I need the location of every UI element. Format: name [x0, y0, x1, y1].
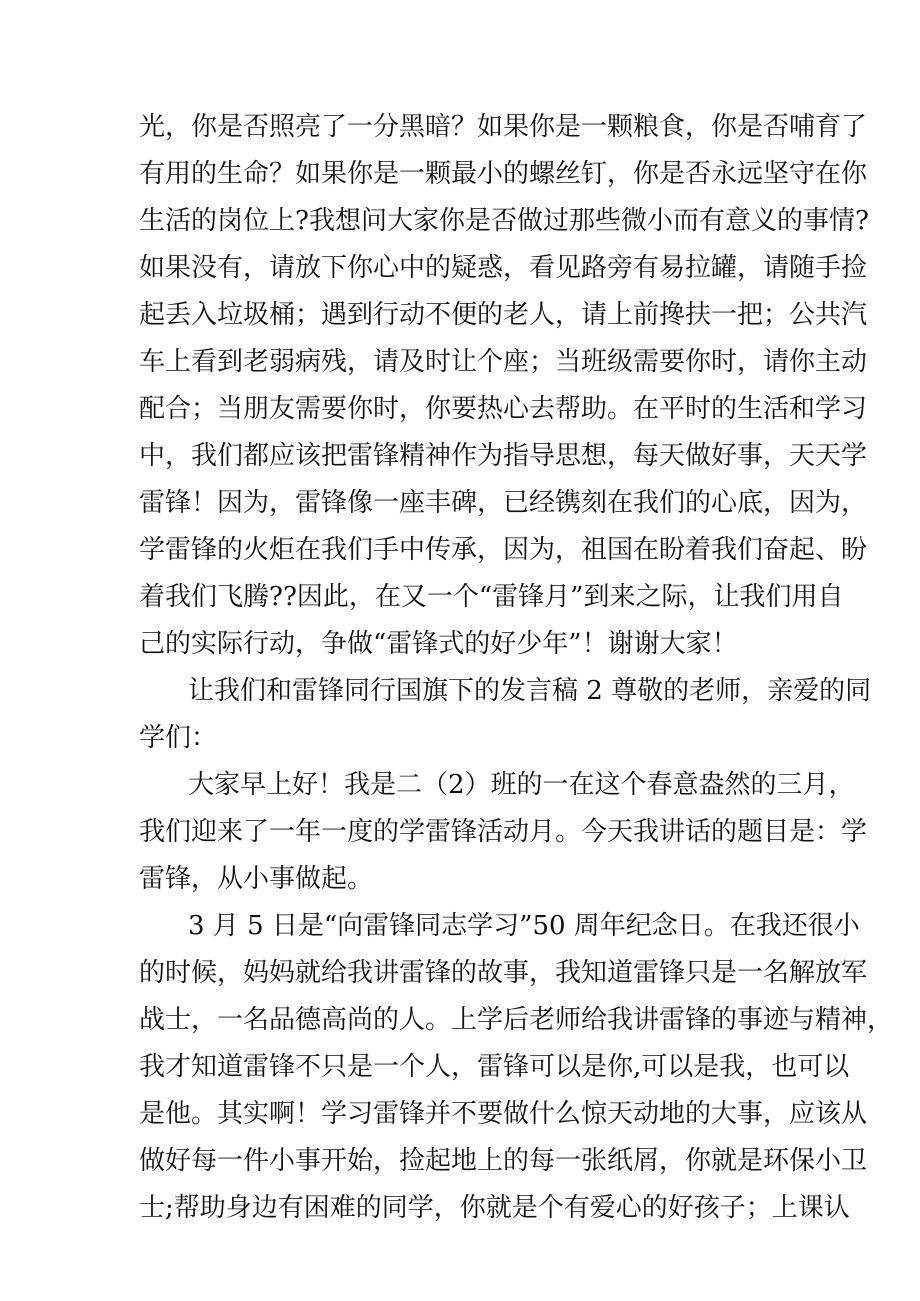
paragraph-first-line: 大家早上好！我是二（2）班的一在这个春意盎然的三月，	[188, 770, 855, 800]
text-line: 的时候，妈妈就给我讲雷锋的故事，我知道雷锋只是一名解放军	[139, 958, 868, 988]
text-line: 做好每一件小事开始，捡起地上的每一张纸屑，你就是环保小卫	[139, 1146, 868, 1176]
text-line: 中，我们都应该把雷锋精神作为指导思想，每天做好事，天天学	[139, 441, 868, 471]
paragraph-first-line: 3 月 5 日是“向雷锋同志学习”50 周年纪念日。在我还很小	[188, 911, 860, 941]
text-line: 士;帮助身边有困难的同学，你就是个有爱心的好孩子；上课认	[139, 1193, 850, 1223]
text-line: 是他。其实啊！学习雷锋并不要做什么惊天动地的大事，应该从	[139, 1099, 868, 1129]
text-line: 生活的岗位上?我想问大家你是否做过那些微小而有意义的事情?	[139, 206, 869, 236]
text-line: 我才知道雷锋不只是一个人，雷锋可以是你,可以是我，也可以	[139, 1052, 850, 1082]
text-line: 雷锋，从小事做起。	[139, 864, 374, 894]
text-line: 着我们飞腾??因此，在又一个“雷锋月”到来之际，让我们用自	[139, 582, 844, 612]
text-line: 起丢入垃圾桶；遇到行动不便的老人，请上前搀扶一把；公共汽	[139, 300, 868, 330]
text-line: 雷锋！因为，雷锋像一座丰碑，已经镌刻在我们的心底，因为，	[139, 488, 868, 518]
text-line: 学们：	[139, 723, 218, 753]
paragraph-first-line: 让我们和雷锋同行国旗下的发言稿 2 尊敬的老师，亲爱的同	[188, 676, 872, 706]
text-line: 如果没有，请放下你心中的疑惑，看见路旁有易拉罐，请随手捡	[139, 253, 868, 283]
text-line: 光，你是否照亮了一分黑暗？如果你是一颗粮食，你是否哺育了	[139, 112, 868, 142]
text-line: 战士，一名品德高尚的人。上学后老师给我讲雷锋的事迹与精神，	[139, 1005, 894, 1035]
text-line: 配合；当朋友需要你时，你要热心去帮助。在平时的生活和学习	[139, 394, 868, 424]
text-line: 学雷锋的火炬在我们手中传承，因为，祖国在盼着我们奋起、盼	[139, 535, 868, 565]
text-line: 己的实际行动，争做“雷锋式的好少年”！谢谢大家！	[139, 629, 738, 659]
text-line: 车上看到老弱病残，请及时让个座；当班级需要你时，请你主动	[139, 347, 868, 377]
text-line: 我们迎来了一年一度的学雷锋活动月。今天我讲话的题目是：学	[139, 817, 868, 847]
text-line: 有用的生命？如果你是一颗最小的螺丝钉，你是否永远坚守在你	[139, 159, 868, 189]
